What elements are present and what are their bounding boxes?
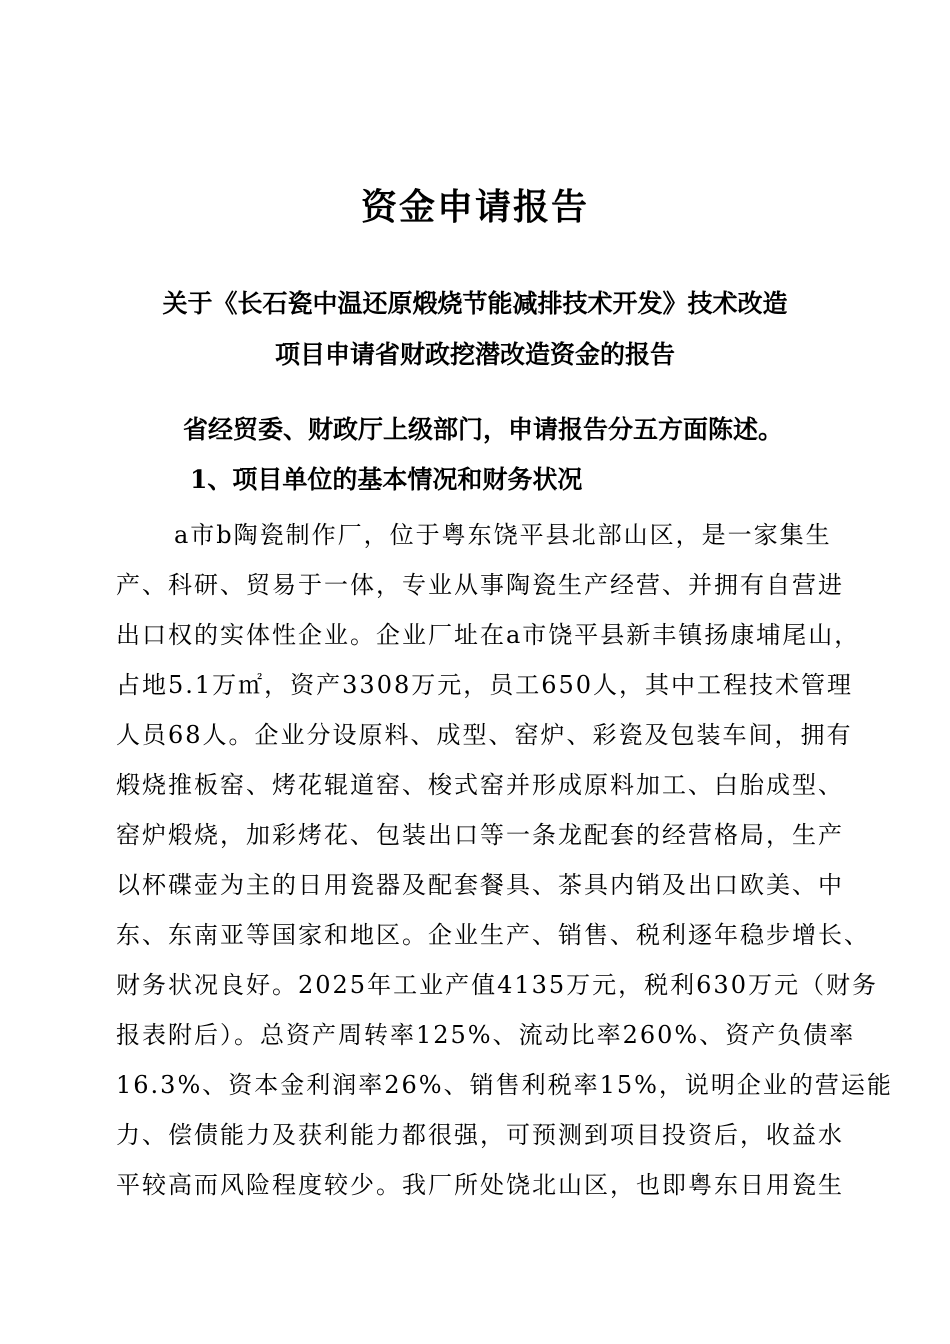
body-line: 报表附后）。总资产周转率125%、流动比率260%、资产负债率 — [116, 1021, 856, 1049]
body-line: 16.3%、资本金利润率26%、销售利税率15%，说明企业的营运能 — [116, 1071, 893, 1099]
document-title: 资金申请报告 — [360, 186, 589, 228]
body-line: 以杯碟壶为主的日用瓷器及配套餐具、茶具内销及出口欧美、中 — [116, 871, 844, 899]
body-line: 财务状况良好。2025年工业产值4135万元，税利630万元（财务 — [116, 971, 878, 999]
addressee-paragraph: 省经贸委、财政厅上级部门，申请报告分五方面陈述。 — [183, 415, 784, 444]
document-subtitle-line-2: 项目申请省财政挖潜改造资金的报告 — [274, 340, 675, 369]
body-line: a市b陶瓷制作厂，位于粤东饶平县北部山区，是一家集生 — [174, 521, 832, 549]
body-line: 窑炉煅烧，加彩烤花、包装出口等一条龙配套的经营格局，生产 — [116, 821, 844, 849]
section-heading-1: 1、项目单位的基本情况和财务状况 — [190, 465, 583, 494]
body-line: 平较高而风险程度较少。我厂所处饶北山区，也即粤东日用瓷生 — [116, 1171, 844, 1199]
document-subtitle-line-1: 关于《长石瓷中温还原煅烧节能减排技术开发》技术改造 — [162, 289, 788, 318]
body-paragraph — [116, 510, 893, 1210]
body-line: 人员68人。企业分设原料、成型、窑炉、彩瓷及包装车间，拥有 — [116, 721, 853, 749]
body-line: 产、科研、贸易于一体，专业从事陶瓷生产经营、并拥有自营进 — [116, 571, 844, 599]
body-line: 出口权的实体性企业。企业厂址在a市饶平县新丰镇扬康埔尾山， — [116, 621, 861, 649]
body-line: 煅烧推板窑、烤花辊道窑、梭式窑并形成原料加工、白胎成型、 — [116, 771, 844, 799]
body-line: 东、东南亚等国家和地区。企业生产、销售、税利逐年稳步增长、 — [116, 921, 870, 949]
body-line: 占地5.1万㎡，资产3308万元，员工650人，其中工程技术管理 — [116, 671, 854, 699]
body-line: 力、偿债能力及获利能力都很强，可预测到项目投资后，收益水 — [116, 1121, 844, 1149]
